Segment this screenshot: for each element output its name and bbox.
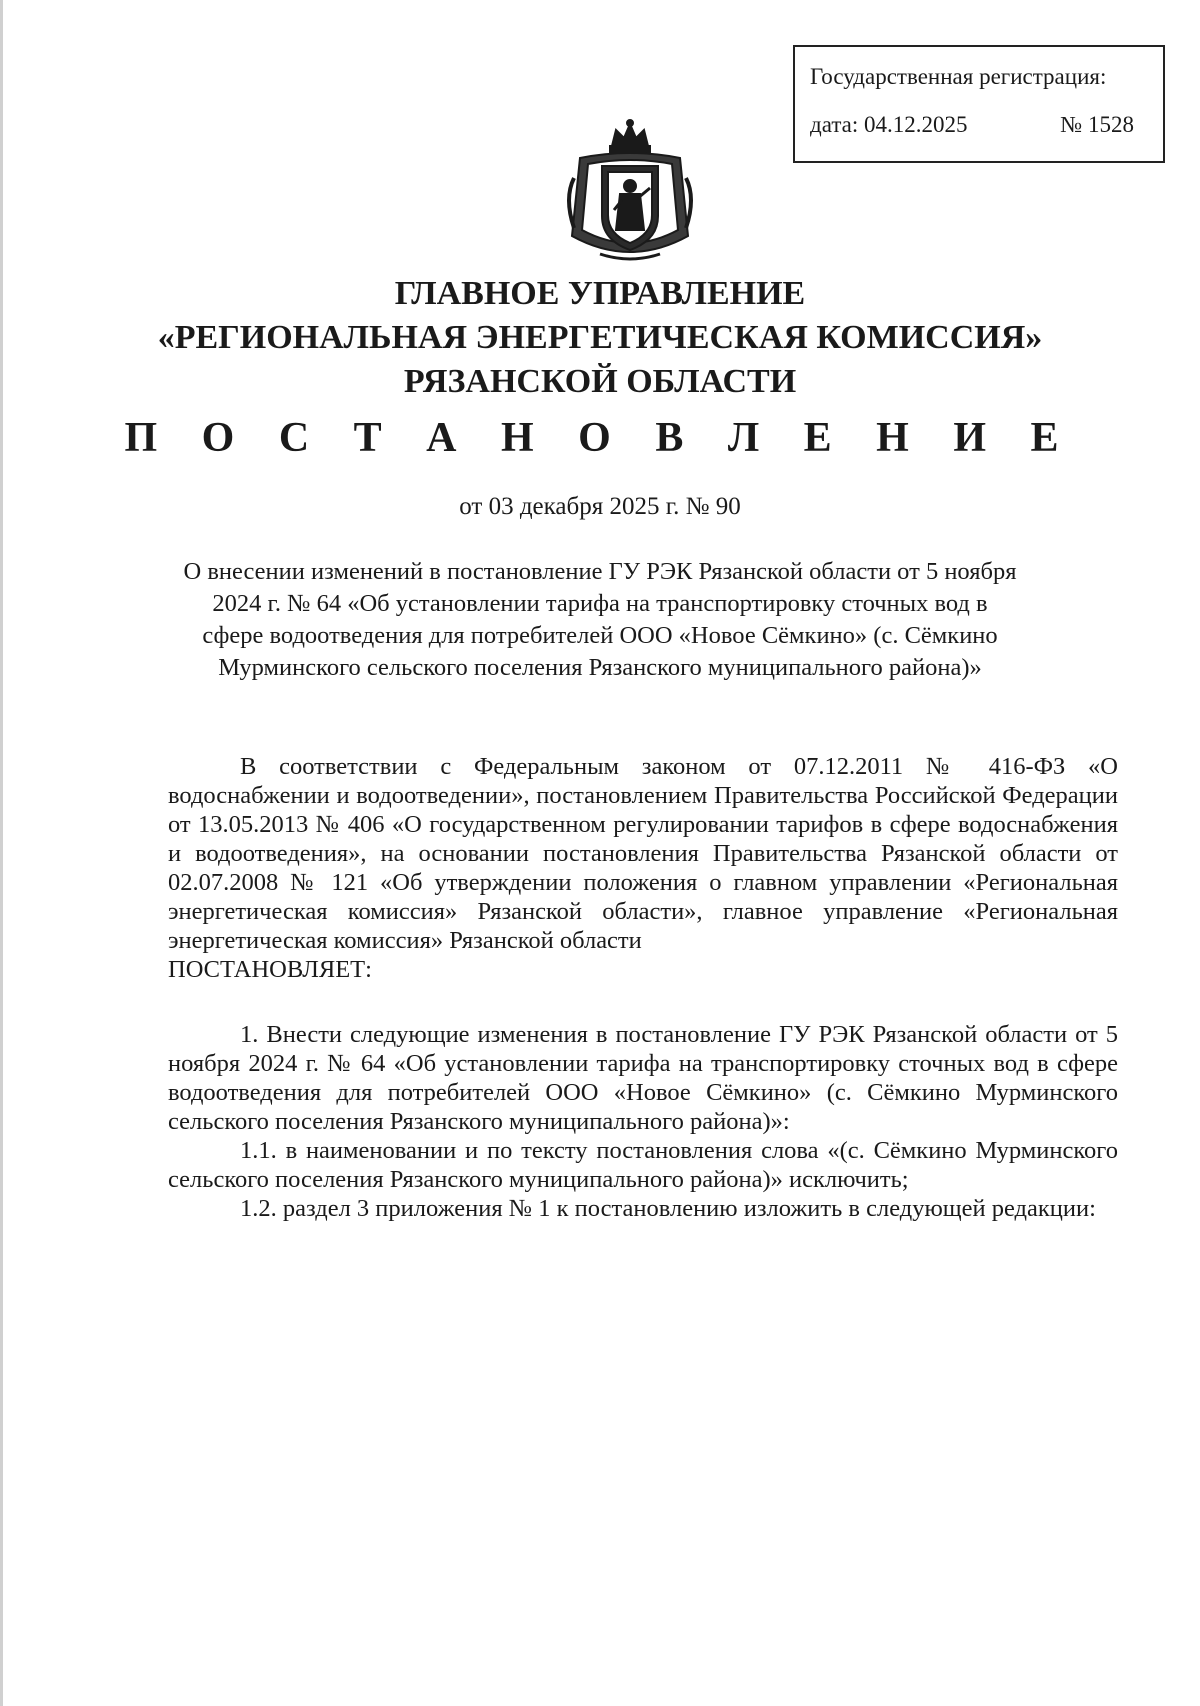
scan-edge [0, 0, 3, 1706]
preamble-paragraph: В соответствии с Федеральным законом от 07.12.2011 № 416-ФЗ «О водоснабжении и водоотведении», постановлением Правительства Российской Федерации от 13.05.2013 № 406 «О государственном регулировании тарифов в сфере водоснабжения и водоотведения», на основании постановления Правительства Рязанской области от 02.07.2008 № 121 «Об утверждении положения о главном управлении «Региональная энергетическая комиссия» Рязанской области», главное управление «Региональная энергетическая комиссия» Рязанской области [168, 753, 1118, 954]
document-body [168, 752, 1118, 1223]
registration-details [810, 111, 1149, 139]
org-line-2: «РЕГИОНАЛЬНАЯ ЭНЕРГЕТИЧЕСКАЯ КОМИССИЯ» [157, 319, 1043, 356]
org-line-1: ГЛАВНОЕ УПРАВЛЕНИЕ [394, 275, 806, 312]
registration-number: № 1528 [1060, 111, 1134, 137]
org-line-3: РЯЗАНСКОЙ ОБЛАСТИ [403, 363, 797, 400]
registration-heading: Государственная регистрация: [810, 64, 1107, 89]
document-type: П О С Т А Н О В Л Е Н И Е [124, 415, 1076, 461]
decree-word: ПОСТАНОВЛЯЕТ: [168, 956, 372, 983]
item-1-2: 1.2. раздел 3 приложения № 1 к постановлению изложить в следующей редакции: [240, 1195, 1096, 1222]
ryazan-coat-of-arms-icon [560, 118, 700, 268]
document-date: от 03 декабря 2025 г. № 90 [459, 493, 741, 520]
registration-date: дата: 04.12.2025 [810, 111, 968, 137]
organization-name [100, 272, 1100, 404]
item-1-1: 1.1. в наименовании и по тексту постановления слова «(с. Сёмкино Мурминского сельского поселения Рязанского муниципального района)» исключить; [168, 1137, 1118, 1193]
registration-stamp [793, 45, 1165, 163]
document-title: О внесении изменений в постановление ГУ РЭК Рязанской области от 5 ноября 2024 г. № 64 «Об установлении тарифа на транспортировку сточных вод в сфере водоотведения для потребителей ООО «Новое Сёмкино» (с. Сёмкино Мурминского сельского поселения Рязанского муниципального района)» [183, 558, 1017, 681]
item-1: 1. Внести следующие изменения в постановление ГУ РЭК Рязанской области от 5 ноября 2024 г. № 64 «Об установлении тарифа на транспортировку сточных вод в сфере водоотведения для потребителей ООО «Новое Сёмкино» (с. Сёмкино Мурминского сельского поселения Рязанского муниципального района)»: [168, 1021, 1118, 1135]
